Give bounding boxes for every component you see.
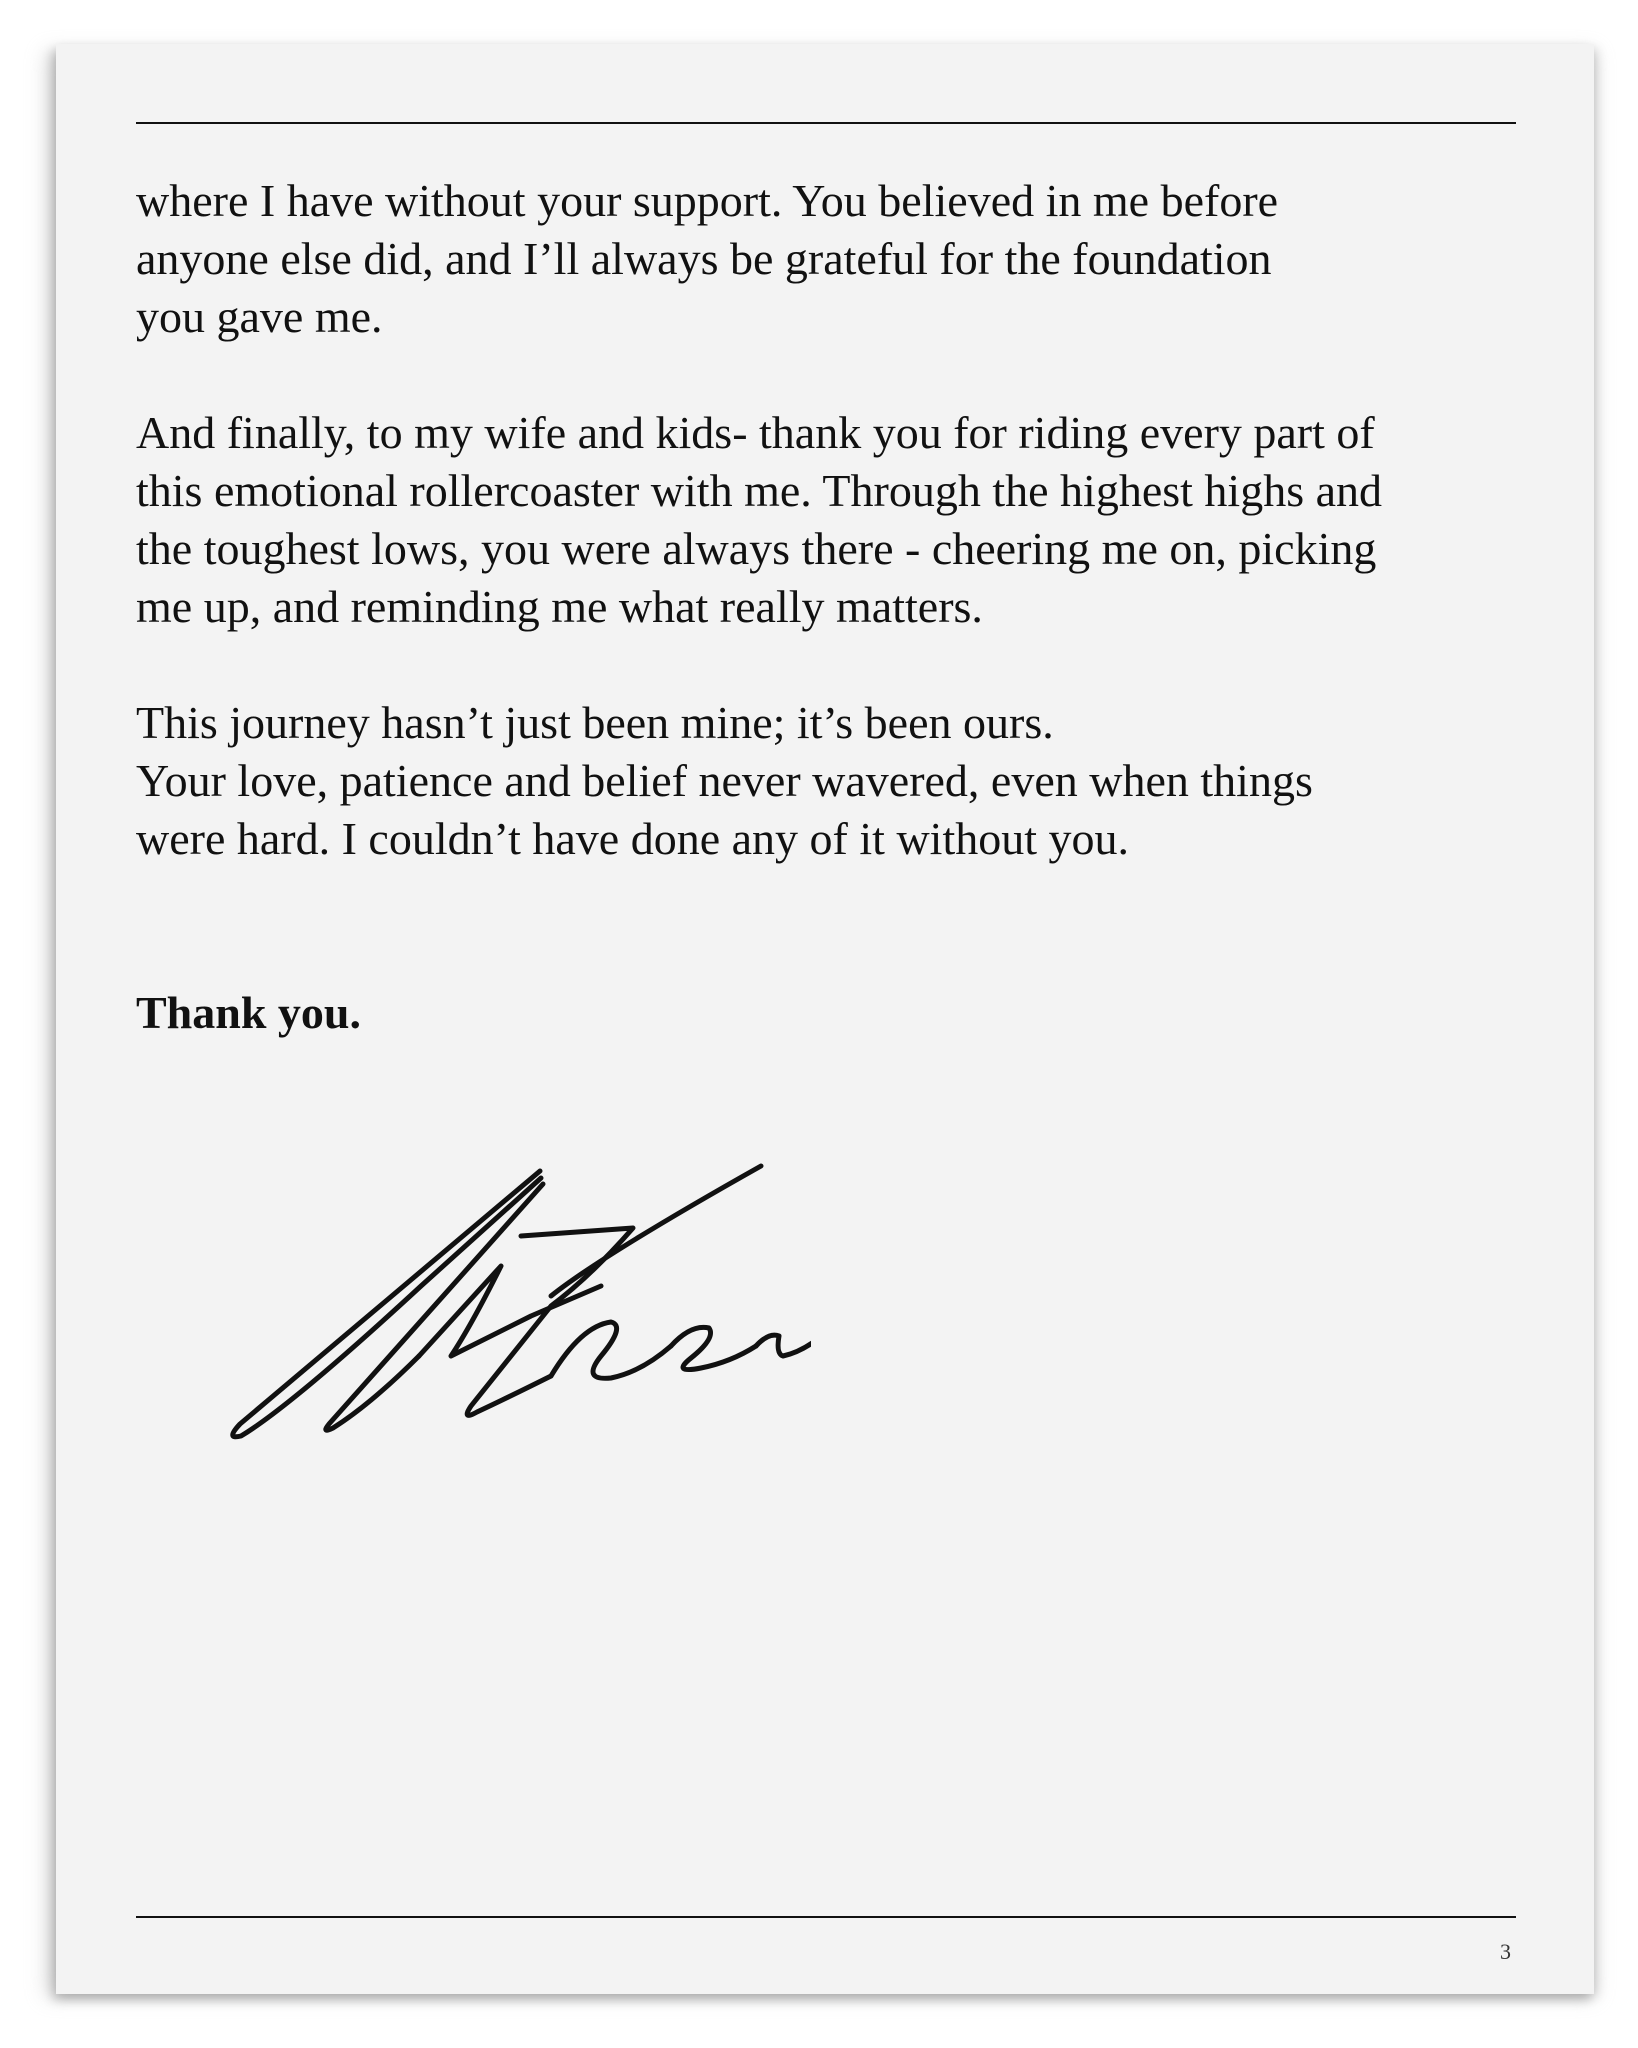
text-line: the toughest lows, you were always there - cheering me on, picking [136, 523, 1377, 574]
letter-page [56, 44, 1594, 1994]
text-line: This journey hasn’t just been mine; it’s been ours. [136, 697, 1054, 748]
signature-icon [171, 1106, 811, 1476]
paragraph-support [136, 172, 1536, 346]
bottom-rule [136, 1916, 1516, 1918]
text-line: you gave me. [136, 291, 383, 342]
text-line: where I have without your support. You believed in me before [136, 175, 1279, 226]
paragraph-family [136, 404, 1536, 636]
letter-body [136, 172, 1536, 926]
page-number: 3 [1500, 1939, 1511, 1964]
text-line: Your love, patience and belief never wavered, even when things [136, 755, 1313, 806]
text-line: anyone else did, and I’ll always be grateful for the foundation [136, 233, 1272, 284]
closing-text: Thank you. [136, 987, 362, 1038]
text-line: And finally, to my wife and kids- thank you for riding every part of [136, 407, 1375, 458]
text-line: were hard. I couldn’t have done any of it without you. [136, 813, 1129, 864]
paragraph-journey [136, 694, 1536, 868]
top-rule [136, 122, 1516, 124]
text-line: this emotional rollercoaster with me. Through the highest highs and [136, 465, 1383, 516]
text-line: me up, and reminding me what really matters. [136, 581, 983, 632]
